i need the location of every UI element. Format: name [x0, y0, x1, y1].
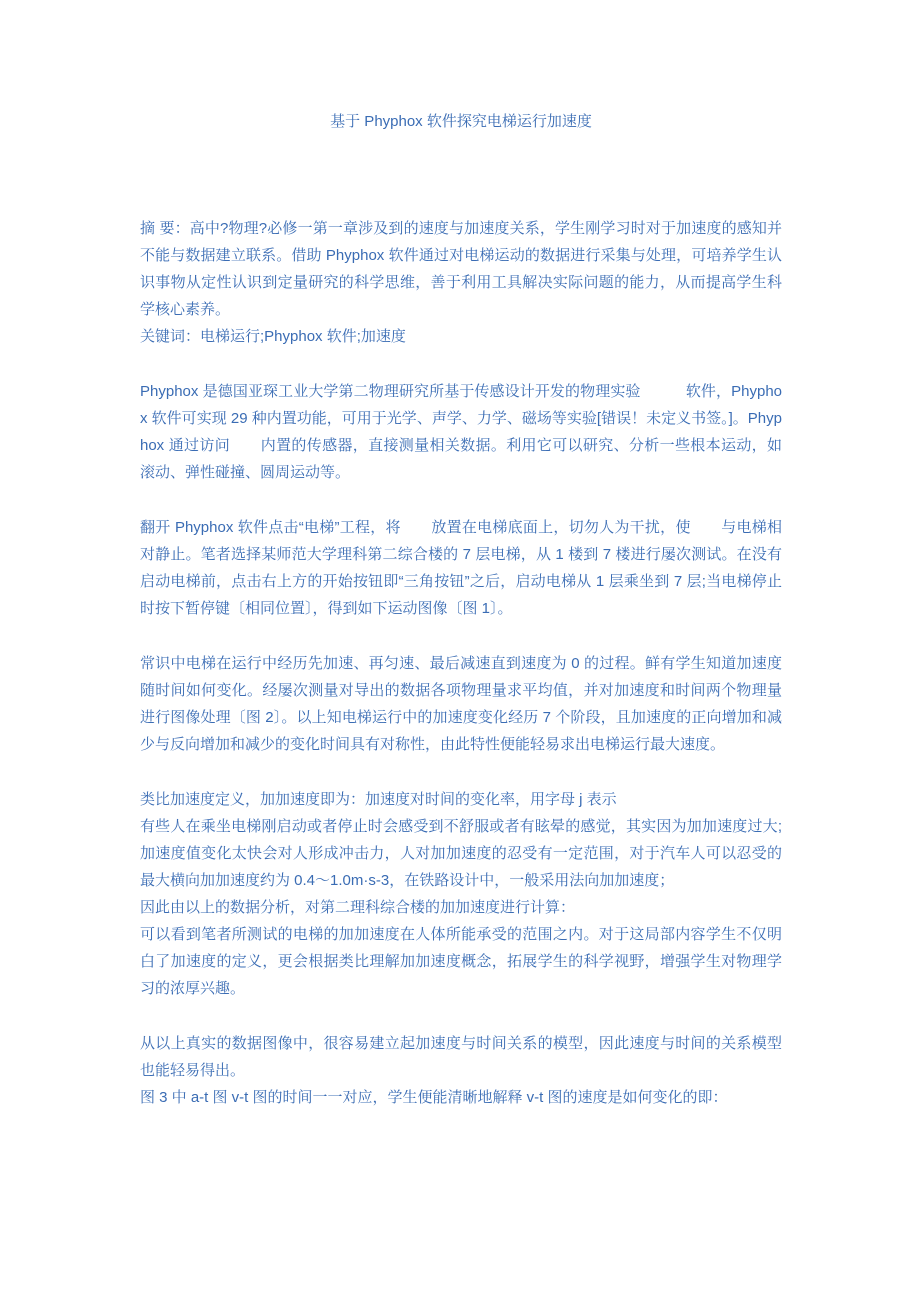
- paragraph-phyphox-intro: Phyphox 是德国亚琛工业大学第二物理研究所基于传感设计开发的物理实验 软件，Phyphox 软件可实现 29 种内置功能，可用于光学、声学、力学、磁场等实验[错误！未定义书签。]。Phyphox 通过访问 内置的传感器，直接测量相关数据。利用它可以研究、分析一些根本运动，如滚动、弹性碰撞、圆周运动等。: [140, 383, 782, 481]
- paragraph-jerk-definition: 类比加速度定义，加加速度即为：加速度对时间的变化率，用字母 j 表示: [140, 791, 617, 808]
- paragraph-model: 从以上真实的数据图像中，很容易建立起加速度与时间关系的模型，因此速度与时间的关系模型也能轻易得出。: [140, 1035, 782, 1079]
- paragraph-jerk-conclusion: 可以看到笔者所测试的电梯的加加速度在人体所能承受的范围之内。对于这局部内容学生不仅明白了加速度的定义，更会根据类比理解加加速度概念，拓展学生的科学视野，增强学生对物理学习的浓厚兴趣。: [140, 926, 782, 997]
- paragraph-abstract: 摘 要：高中?物理?必修一第一章涉及到的速度与加速度关系，学生刚学习时对于加速度的感知并不能与数据建立联系。借助 Phyphox 软件通过对电梯运动的数据进行采集与处理，可培养学生认识事物从定性认识到定量研究的科学思维，善于利用工具解决实际问题的能力，从而提高学生科学核心素养。: [140, 220, 782, 318]
- paragraph-jerk-comfort: 有些人在乘坐电梯刚启动或者停止时会感受到不舒服或者有眩晕的感觉，其实因为加加速度过大;加速度值变化太快会对人形成冲击力，人对加加速度的忍受有一定范围，对于汽车人可以忍受的最大横向加加速度约为 0.4～1.0m·s-3，在铁路设计中，一般采用法向加加速度；: [140, 818, 782, 889]
- paragraph-jerk-calc: 因此由以上的数据分析，对第二理科综合楼的加加速度进行计算：: [140, 899, 576, 916]
- paragraph-analysis: 常识中电梯在运行中经历先加速、再匀速、最后减速直到速度为 0 的过程。鲜有学生知道加速度随时间如何变化。经屡次测量对导出的数据各项物理量求平均值，并对加速度和时间两个物理量进行图像处理〔图 2〕。以上知电梯运行中的加速度变化经历 7 个阶段，且加速度的正向增加和减少与反向增加和减少的变化时间具有对称性，由此特性便能轻易求出电梯运行最大速度。: [140, 655, 782, 753]
- document-title: 基于 Phyphox 软件探究电梯运行加速度: [330, 113, 592, 130]
- paragraph-keywords: 关键词：电梯运行;Phyphox 软件;加速度: [140, 328, 406, 345]
- paragraph-procedure: 翻开 Phyphox 软件点击“电梯”工程，将 放置在电梯底面上，切勿人为干扰，使 与电梯相对静止。笔者选择某师范大学理科第二综合楼的 7 层电梯，从 1 楼到 7 楼进行屡次测试。在没有启动电梯前，点击右上方的开始按钮即“三角按钮”之后，启动电梯从 1 层乘坐到 7 层;当电梯停止时按下暂停键〔相同位置〕，得到如下运动图像〔图 1〕。: [140, 519, 782, 617]
- paragraph-figure3: 图 3 中 a-t 图 v-t 图的时间一一对应，学生便能清晰地解释 v-t 图的速度是如何变化的即：: [140, 1089, 728, 1106]
